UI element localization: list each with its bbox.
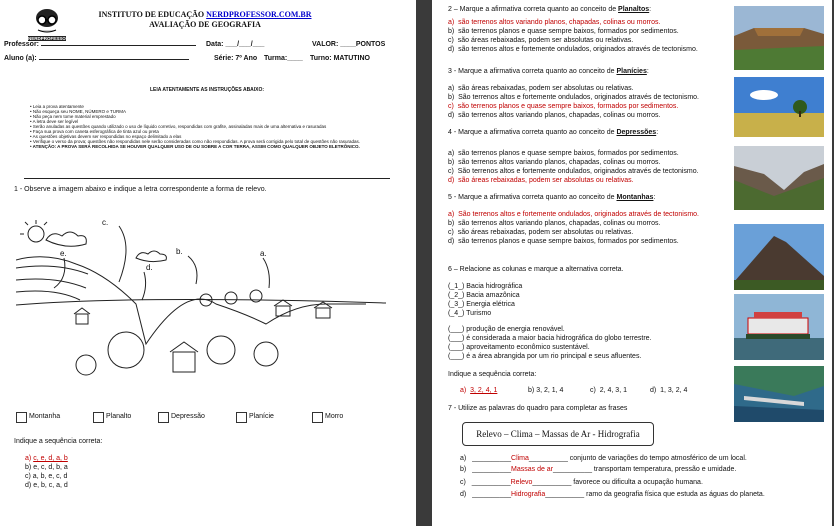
q6-col-b-item[interactable]: (___) é a área abrangida por um rio principal e seus afluentes. — [448, 353, 642, 360]
site-link[interactable]: NERDPROFESSOR.COM.BR — [206, 10, 312, 19]
q6-col-a-item: (_3_) Energia elétrica — [448, 301, 515, 308]
relief-diagram — [16, 200, 396, 400]
tree-icon — [225, 292, 237, 304]
option-montanha: Montanha — [29, 413, 61, 420]
q5-option-a[interactable]: a) São terrenos altos e fortemente ondulados, originados através de tectonismo. — [448, 211, 699, 218]
depression-photo — [734, 146, 824, 210]
q6-answer-a[interactable]: a) 3, 2, 4, 1 — [460, 387, 498, 394]
aluno-label: Aluno (a): — [4, 55, 37, 62]
arrow-c — [119, 226, 126, 282]
instruction-item: • ATENÇÃO: A PROVA SERÁ RECOLHIDA SE HOUVER QUALQUER USO DE OU SOBRE A COR TERRA, ASSIM COMO QUALQUER OBJETO ELETRÔNICO. — [30, 144, 360, 149]
date-row — [206, 41, 264, 48]
planicie-checkbox[interactable] — [236, 412, 247, 423]
arrow-e — [54, 258, 65, 288]
option-planalto: Planalto — [106, 413, 132, 420]
logo-text: NERDPROFESSOR — [28, 36, 70, 41]
q6-col-a-item: (_1_) Bacia hidrográfica — [448, 283, 523, 290]
valor-row — [312, 41, 385, 48]
instruction-item: • Faça sua prova com caneta esferográfica de tinta azul ou preta — [30, 129, 159, 134]
exam-page-2 — [432, 0, 832, 526]
aluno-field[interactable] — [39, 59, 189, 60]
q7-item-a[interactable]: a) __________Clima__________ conjunto de variações do tempo atmosférico de um local. — [460, 455, 747, 462]
tree-icon — [207, 336, 235, 364]
q1-answer-d[interactable]: d) e, b, c, a, d — [25, 482, 68, 489]
q3-option-c[interactable]: c) são terrenos planos e quase sempre baixos, formados por sedimentos. — [448, 103, 679, 110]
q3-option-b[interactable]: b) São terrenos altos e fortemente ondulados, originados através de tectonismo. — [448, 94, 699, 101]
q3-option-d[interactable]: d) são terrenos altos variando planos, chapadas, colinas ou morros. — [448, 112, 661, 119]
date-label: Data: — [206, 41, 224, 48]
house-icon — [74, 308, 90, 324]
aluno-row — [4, 55, 189, 62]
instructions-title: LEIA ATENTAMENTE AS INSTRUÇÕES ABAIXO: — [150, 87, 265, 93]
diagram-letter-a: a. — [260, 249, 267, 258]
q4-option-c[interactable]: c) São terrenos altos e fortemente ondulados, originados através de tectonismo. — [448, 168, 699, 175]
instruction-item: • As questões objetivas devem ser respondidas no espaço delimitado a elas — [30, 134, 182, 139]
q7-item-c[interactable]: c) __________Relevo__________ favorece ou dificulta a ocupação humana. — [460, 479, 703, 486]
school-name: INSTITUTO DE EDUCAÇÃO — [98, 10, 205, 19]
nerd-mascot-icon — [28, 8, 66, 34]
q1-answer-b[interactable]: b) e, c, d, b, a — [25, 464, 68, 471]
house-icon — [170, 342, 198, 372]
planalto-checkbox[interactable] — [93, 412, 104, 423]
plateau-photo — [734, 6, 824, 70]
q6-col-b-item[interactable]: (___) aproveitamento econômico sustentável. — [448, 344, 590, 351]
q7-title: 7 - Utilize as palavras do quadro para completar as frases — [448, 405, 628, 412]
school-header — [70, 10, 340, 19]
q6-col-a-item: (_2_) Bacia amazônica — [448, 292, 520, 299]
q4-title: 4 - Marque a afirmativa correta quanto ao conceito de Depressões: — [448, 129, 659, 136]
q1-answer-c[interactable]: c) a, b, e, c, d — [25, 473, 68, 480]
instruction-item: • Serão anuladas as questões quando utilizado o uso de líquido corretivo, respondidas com grafite, assinaladas mais de uma alternativa e rasuradas — [30, 124, 327, 129]
q3-title: 3 - Marque a afirmativa correta quanto ao conceito de Planícies: — [448, 68, 649, 75]
q2-option-b[interactable]: b) são terrenos planos e quase sempre baixos, formados por sedimentos. — [448, 28, 679, 35]
q6-title: 6 – Relacione as colunas e marque a alternativa correta. — [448, 266, 624, 273]
valor-field[interactable]: ____PONTOS — [340, 41, 386, 48]
tree-icon — [108, 332, 144, 368]
q4-option-b[interactable]: b) são terrenos altos variando planos, chapadas, colinas ou morros. — [448, 159, 661, 166]
diagram-letter-b: b. — [176, 247, 183, 256]
q6-col-b-item[interactable]: (___) é considerada a maior bacia hidrográfica do globo terrestre. — [448, 335, 652, 342]
q5-option-d[interactable]: d) são terrenos planos e quase sempre baixos, formados por sedimentos. — [448, 238, 679, 245]
boat-tourism-photo — [734, 294, 824, 360]
instruction-item: • Não peça nem tome material emprestado — [30, 114, 116, 119]
q2-option-d[interactable]: d) são terrenos altos e fortemente ondulados, originados através de tectonismo. — [448, 46, 698, 53]
valor-label: VALOR: — [312, 41, 339, 48]
logo — [28, 8, 70, 41]
arrow-a — [263, 258, 269, 288]
depressao-checkbox[interactable] — [158, 412, 169, 423]
q6-answer-d[interactable]: d) 1, 3, 2, 4 — [650, 387, 688, 394]
word-box: Relevo – Clima – Massas de Ar - Hidrografia — [462, 422, 654, 446]
instructions-list — [30, 104, 400, 149]
q1-text: 1 - Observe a imagem abaixo e indique a letra correspondente a forma de relevo. — [14, 186, 267, 193]
exam-page-1 — [0, 0, 416, 526]
q4-option-a[interactable]: a) são terrenos planos e quase sempre baixos, formados por sedimentos. — [448, 150, 679, 157]
diagram-letter-d: d. — [146, 263, 153, 272]
q2-option-a[interactable]: a) são terrenos altos variando planos, chapadas, colinas ou morros. — [448, 19, 661, 26]
q6-answer-b[interactable]: b) 3, 2, 1, 4 — [528, 387, 564, 394]
terrain-line — [16, 266, 88, 300]
q6-col-b-item[interactable]: (___) produção de energia renovável. — [448, 326, 565, 333]
diagram-letter-e: e. — [60, 249, 67, 258]
serie-label: Série: 7º Ano — [214, 55, 258, 62]
q1-answer-a[interactable]: a) c, e, d, a, b — [25, 455, 68, 462]
terrain-line — [16, 257, 366, 344]
q2-title: 2 – Marque a afirmativa correta quanto ao conceito de Planaltos: — [448, 6, 652, 13]
option-planicie: Planície — [249, 413, 274, 420]
q5-title: 5 - Marque a afirmativa correta quanto ao conceito de Montanhas: — [448, 194, 656, 201]
q3-option-a[interactable]: a) são áreas rebaixadas, podem ser absolutas ou relativas. — [448, 85, 634, 92]
instruction-item: • A letra deve ser legível — [30, 119, 79, 124]
q2-option-c[interactable]: c) são áreas rebaixadas, podem ser absolutas ou relativas. — [448, 37, 634, 44]
q7-item-b[interactable]: b) __________Massas de ar__________ transportam temperatura, pressão e umidade. — [460, 466, 737, 473]
cloud-icon — [46, 232, 86, 246]
mountain-photo — [734, 224, 824, 290]
dam-photo — [734, 366, 824, 422]
sun-icon — [20, 220, 47, 242]
q4-option-d[interactable]: d) são áreas rebaixadas, podem ser absolutas ou relativas. — [448, 177, 634, 184]
diagram-letter-c: c. — [102, 218, 109, 227]
q7-item-d[interactable]: d) __________Hidrografia__________ ramo da geografia física que estuda as águas do planeta. — [460, 491, 765, 498]
option-morro: Morro — [325, 413, 344, 420]
instruction-item: • Não esqueça seu NOME, NÚMERO e TURMA — [30, 109, 127, 114]
professor-row — [4, 41, 196, 48]
tree-icon — [76, 355, 96, 375]
arrow-d — [142, 272, 146, 300]
q1-indique: Indique a sequência correta: — [14, 438, 103, 445]
arrow-b — [188, 256, 197, 284]
morro-checkbox[interactable] — [312, 412, 323, 423]
montanha-checkbox[interactable] — [16, 412, 27, 423]
option-depressao: Depressão — [171, 413, 205, 420]
turma-label: Turma:____ — [264, 55, 303, 62]
exam-title: AVALIAÇÃO DE GEOGRAFIA — [149, 20, 261, 29]
date-field[interactable]: ___/___/___ — [225, 41, 265, 48]
cloud-icon — [136, 251, 166, 262]
house-icon — [274, 300, 292, 316]
plain-photo — [734, 77, 824, 137]
q5-option-b[interactable]: b) são terrenos altos variando planos, chapadas, colinas ou morros. — [448, 220, 661, 227]
professor-field[interactable] — [41, 45, 196, 46]
turno-label: Turno: MATUTINO — [310, 55, 371, 62]
tree-icon — [254, 342, 278, 366]
divider — [24, 178, 390, 179]
q5-option-c[interactable]: c) são áreas rebaixadas, podem ser absolutas ou relativas. — [448, 229, 634, 236]
instruction-item: • Leia a prova atentamente — [30, 104, 84, 109]
instruction-item: • Verifique o verso da prova; questões não respondidas nele serão consideradas como não respondidas. A prova será corrigida pelo total de questões não rasuradas. — [30, 139, 361, 144]
q6-indique: Indique a sequência correta: — [448, 371, 537, 378]
professor-label: Professor: — [4, 41, 40, 48]
q6-col-a-item: (_4_) Turismo — [448, 310, 492, 317]
q6-answer-c[interactable]: c) 2, 4, 3, 1 — [590, 387, 627, 394]
